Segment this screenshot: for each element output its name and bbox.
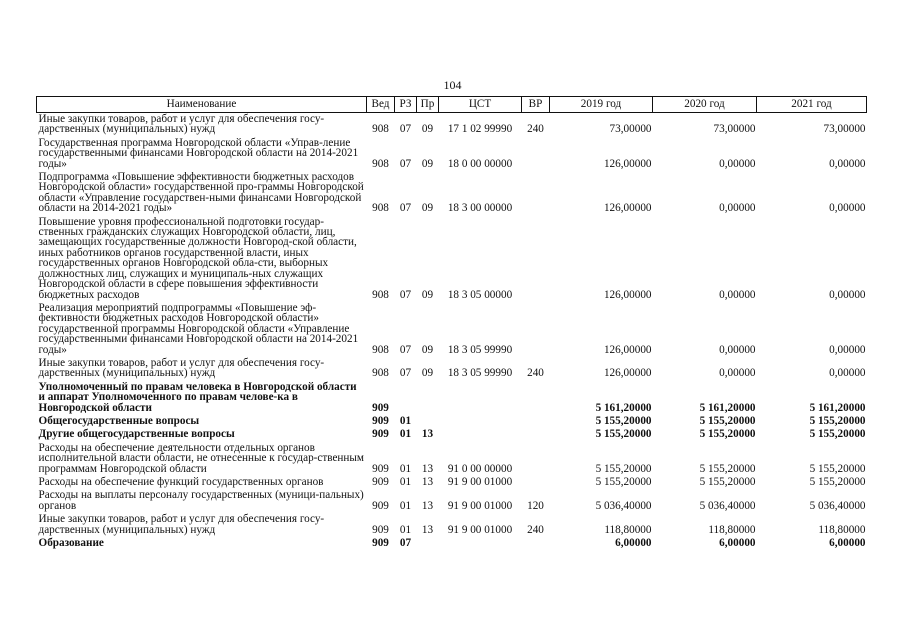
row-ved: 909 [372, 537, 389, 550]
table-row [37, 113, 867, 137]
row-cst: 18 0 00 00000 [447, 157, 513, 170]
row-cst: 18 3 05 99990 [447, 343, 513, 356]
row-2019: 126,00000 [603, 343, 652, 356]
row-2019: 5 155,20000 [595, 462, 652, 475]
row-2021: 0,00000 [829, 343, 866, 356]
row-name: Расходы на обеспечение деятельности отдельных органов исполнительной власти области, не отнесенные к государ-ственным программам Новгородской области [38, 441, 365, 475]
row-2020: 5 155,20000 [699, 462, 756, 475]
row-2020: 73,00000 [713, 123, 756, 136]
row-cst [439, 381, 522, 415]
page-number: 104 [443, 78, 462, 92]
row-2019: 126,00000 [603, 367, 652, 380]
row-cst: 18 3 05 00000 [447, 288, 513, 301]
row-pr: 13 [421, 523, 434, 536]
row-vr: 240 [527, 523, 544, 536]
row-name: Образование [38, 537, 104, 550]
row-cst: 91 9 00 01000 [447, 499, 513, 512]
header-vr: ВР [522, 97, 550, 113]
row-2019: 118,80000 [604, 523, 652, 536]
row-2019: 73,00000 [609, 123, 652, 136]
row-vr [522, 216, 550, 302]
table-row [37, 137, 867, 171]
row-2021: 6,00000 [829, 537, 866, 550]
row-2021: 0,00000 [829, 202, 866, 215]
row-name: Уполномоченный по правам человека в Новгородской области и аппарат Уполномоченного по правам челове-ка в Новгородской области [38, 380, 357, 414]
row-rz: 01 [399, 462, 412, 475]
table-row [37, 476, 867, 489]
table-row [37, 381, 867, 415]
row-ved: 908 [372, 288, 389, 301]
row-vr [522, 302, 550, 357]
row-2020: 5 155,20000 [699, 414, 756, 427]
header-rz: РЗ [395, 97, 417, 113]
table-header-row [37, 97, 867, 113]
row-2021: 5 036,40000 [809, 499, 866, 512]
row-rz: 01 [399, 499, 412, 512]
row-rz: 07 [399, 537, 412, 550]
table-row [37, 428, 867, 441]
budget-table [36, 96, 867, 550]
row-2020: 5 036,40000 [699, 499, 756, 512]
row-name: Иные закупки товаров, работ и услуг для обеспечения госу-дарственных (муниципальных) нужд [38, 513, 325, 536]
header-ved: Вед [367, 97, 395, 113]
row-2019: 5 155,20000 [595, 428, 652, 441]
row-vr [522, 476, 550, 489]
row-vr [522, 137, 550, 171]
row-name: Общегосударственные вопросы [38, 414, 200, 427]
row-name: Иные закупки товаров, работ и услуг для обеспечения госу-дарственных (муниципальных) нужд [38, 356, 325, 380]
row-cst: 18 3 05 99990 [447, 367, 513, 380]
row-cst: 17 1 02 99990 [447, 123, 513, 136]
row-vr: 240 [527, 123, 544, 136]
row-pr: 09 [421, 367, 434, 380]
table-row [37, 357, 867, 381]
row-rz: 07 [399, 123, 412, 136]
row-pr: 09 [421, 123, 434, 136]
row-cst [439, 537, 522, 550]
row-2019: 126,00000 [603, 202, 652, 215]
header-name: Наименование [37, 97, 367, 113]
row-pr: 09 [421, 288, 434, 301]
row-2019: 5 155,20000 [595, 414, 652, 427]
row-name: Расходы на обеспечение функций государственных органов [38, 476, 324, 488]
row-2020: 6,00000 [719, 537, 756, 550]
row-2021: 5 155,20000 [809, 462, 866, 475]
row-2020: 0,00000 [719, 343, 756, 356]
row-2020: 118,80000 [708, 523, 756, 536]
row-name: Повышение уровня профессиональной подготовки государ-ственных гражданских служащих Новгородской области, лиц, замещающих государственные должности Новгород-ской области, иных работников органов государственной власти, иных государственных органов Новгородской обла-сти, выборных должностных лиц, служащих и муниципаль-ных служащих Новгородской области в сфере повышения эффективности бюджетных расходов [38, 215, 357, 301]
row-rz: 01 [399, 414, 412, 427]
row-cst: 91 0 00 00000 [447, 462, 513, 475]
row-rz: 07 [399, 288, 412, 301]
table-row [37, 171, 867, 216]
row-2021: 5 155,20000 [809, 414, 866, 427]
table-row [37, 537, 867, 550]
row-cst [439, 428, 522, 441]
table-row [37, 513, 867, 537]
table-body [37, 113, 867, 551]
row-name: Государственная программа Новгородской области «Управ-ление государственными финансами Новгородской области на 2014-2021 годы» [38, 136, 359, 170]
row-vr [522, 171, 550, 216]
row-pr [417, 537, 439, 550]
row-rz: 07 [399, 202, 412, 215]
row-2021: 5 155,20000 [809, 476, 866, 488]
row-pr: 09 [421, 343, 434, 356]
row-cst: 91 9 00 01000 [447, 476, 513, 488]
row-ved: 908 [372, 367, 389, 380]
row-cst [439, 415, 522, 428]
row-vr [522, 381, 550, 415]
header-pr: Пр [417, 97, 439, 113]
row-ved: 909 [372, 462, 389, 475]
row-2019: 6,00000 [615, 537, 652, 550]
row-name: Реализация мероприятий подпрограммы «Повышение эф-фективности бюджетных расходов Новгородской области» государственной программы Новгородской области «Управление государственными финансами Новгородской области на 2014-2021 годы» [38, 301, 359, 356]
table-row [37, 489, 867, 513]
row-cst: 91 9 00 01000 [447, 523, 513, 536]
row-pr [417, 415, 439, 428]
row-vr: 120 [527, 499, 544, 512]
row-ved: 909 [372, 401, 389, 414]
row-2021: 0,00000 [829, 288, 866, 301]
header-2019: 2019 год [550, 97, 653, 113]
header-2020: 2020 год [653, 97, 757, 113]
row-ved: 908 [372, 202, 389, 215]
row-vr [522, 537, 550, 550]
row-pr: 13 [421, 462, 434, 475]
row-ved: 908 [372, 157, 389, 170]
row-2020: 5 155,20000 [699, 428, 756, 441]
row-2021: 0,00000 [829, 367, 866, 380]
row-pr: 13 [421, 476, 434, 488]
header-2021: 2021 год [757, 97, 867, 113]
row-2020: 0,00000 [719, 157, 756, 170]
row-2021: 0,00000 [829, 157, 866, 170]
row-pr: 09 [421, 157, 434, 170]
row-2019: 126,00000 [603, 288, 652, 301]
row-name: Иные закупки товаров, работ и услуг для обеспечения госу-дарственных (муниципальных) нужд [38, 113, 325, 136]
row-cst: 18 3 00 00000 [447, 202, 513, 215]
row-ved: 908 [372, 343, 389, 356]
row-name: Подпрограмма «Повышение эффективности бюджетных расходов Новгородской области» государственной про-граммы Новгородской области «Управление государствен-ными финансами Новгородской области на 2014-2021 годы» [38, 171, 364, 215]
row-vr [522, 415, 550, 428]
row-2021: 5 155,20000 [809, 428, 866, 441]
row-pr: 13 [421, 499, 434, 512]
row-pr: 13 [421, 428, 434, 441]
row-2019: 5 036,40000 [595, 499, 652, 512]
row-ved: 909 [372, 523, 389, 536]
row-2019: 5 161,20000 [595, 401, 652, 414]
row-rz: 07 [399, 157, 412, 170]
row-pr: 09 [421, 202, 434, 215]
row-ved: 909 [372, 476, 389, 488]
row-rz: 07 [399, 367, 412, 380]
row-2021: 5 161,20000 [809, 401, 866, 414]
table-row [37, 216, 867, 302]
row-2020: 5 161,20000 [699, 401, 756, 414]
row-2019: 5 155,20000 [595, 476, 652, 488]
row-rz: 01 [399, 428, 412, 441]
row-ved: 908 [372, 123, 389, 136]
table-row [37, 442, 867, 476]
row-vr [522, 428, 550, 441]
row-2020: 5 155,20000 [699, 476, 756, 488]
table-row [37, 415, 867, 428]
row-rz: 01 [399, 476, 412, 488]
row-rz [395, 381, 417, 415]
row-vr [522, 442, 550, 476]
row-ved: 909 [372, 414, 389, 427]
row-2021: 73,00000 [823, 123, 866, 136]
row-2020: 0,00000 [719, 202, 756, 215]
row-rz: 07 [399, 343, 412, 356]
row-rz: 01 [399, 523, 412, 536]
row-2020: 0,00000 [719, 367, 756, 380]
row-pr [417, 381, 439, 415]
row-ved: 909 [372, 499, 389, 512]
row-name: Другие общегосударственные вопросы [38, 428, 235, 441]
row-vr: 240 [527, 367, 544, 380]
row-2019: 126,00000 [603, 157, 652, 170]
row-name: Расходы на выплаты персоналу государственных (муници-пальных) органов [38, 489, 364, 512]
row-2021: 118,80000 [818, 523, 866, 536]
header-cst: ЦСТ [439, 97, 522, 113]
row-2020: 0,00000 [719, 288, 756, 301]
row-ved: 909 [372, 428, 389, 441]
table-row [37, 302, 867, 357]
